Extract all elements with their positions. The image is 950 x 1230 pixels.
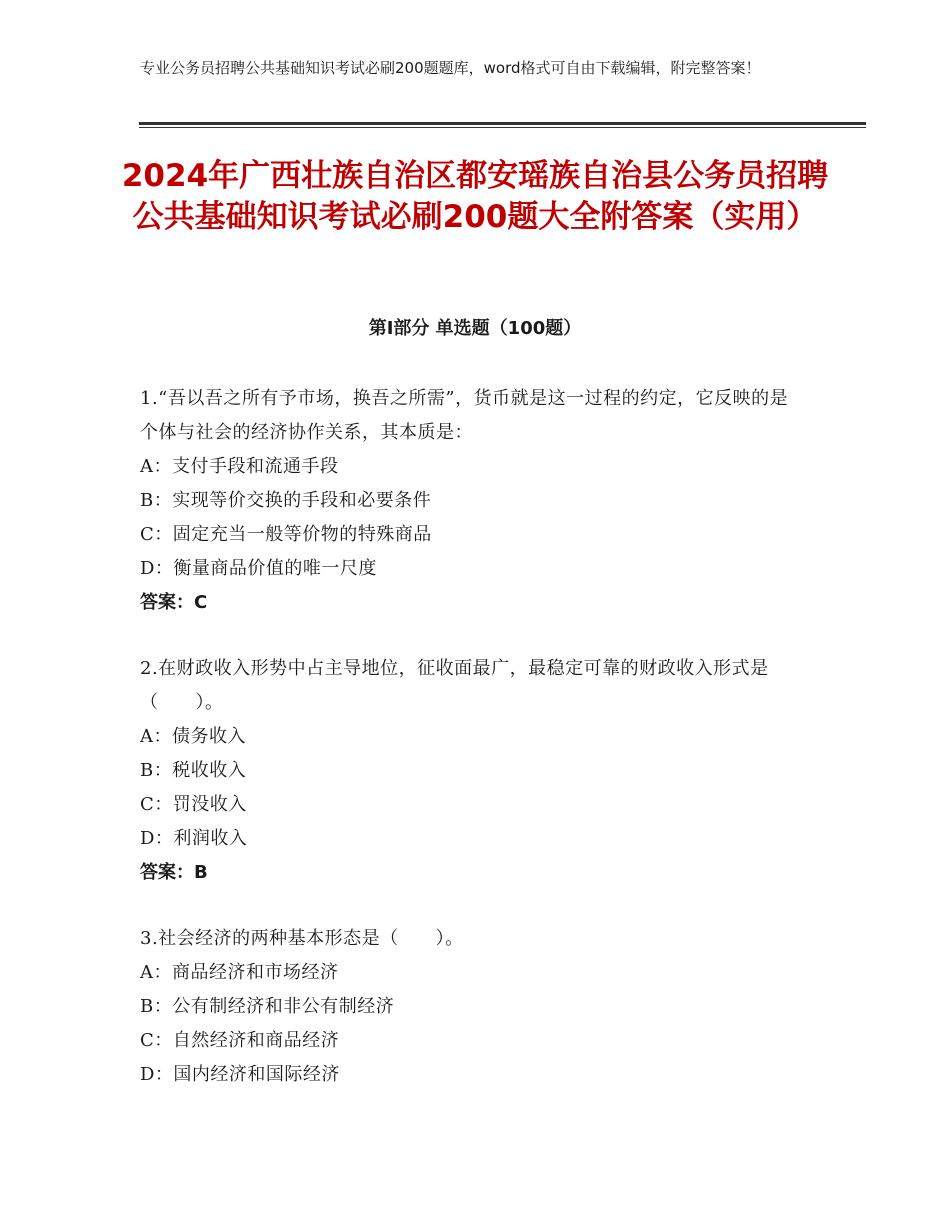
question-2: [140, 652, 800, 890]
document-title: 2024年广西壮族自治区都安瑶族自治县公务员招聘公共基础知识考试必刷200题大全附答案（实用）: [121, 158, 829, 235]
option-b: B：公有制经济和非公有制经济: [140, 996, 395, 1017]
section-title: 第I部分 单选题（100题）: [368, 318, 582, 339]
option-b: B：税收收入: [140, 760, 247, 781]
header-divider-thick: [139, 122, 866, 125]
answer-text: 答案：B: [140, 862, 208, 883]
question-3: [140, 922, 800, 1092]
option-d: D：利润收入: [140, 828, 248, 849]
question-stem: 1.“吾以吾之所有予市场，换吾之所需”，货币就是这一过程的约定，它反映的是个体与社会的经济协作关系，其本质是：: [140, 388, 789, 443]
question-stem: 3.社会经济的两种基本形态是（ ）。: [140, 928, 464, 949]
option-a: A：商品经济和市场经济: [140, 962, 339, 983]
answer-text: 答案：C: [140, 592, 208, 613]
option-b: B：实现等价交换的手段和必要条件: [140, 490, 432, 511]
header-divider-thin: [139, 127, 866, 128]
option-c: C：固定充当一般等价物的特殊商品: [140, 524, 432, 545]
option-a: A：支付手段和流通手段: [140, 456, 339, 477]
option-a: A：债务收入: [140, 726, 246, 747]
question-stem: 2.在财政收入形势中占主导地位，征收面最广，最稳定可靠的财政收入形式是（ ）。: [140, 658, 769, 713]
header-note: 专业公务员招聘公共基础知识考试必刷200题题库，word格式可自由下载编辑，附完整答案！: [140, 59, 761, 77]
question-1: [140, 382, 800, 620]
option-d: D：衡量商品价值的唯一尺度: [140, 558, 377, 579]
option-d: D：国内经济和国际经济: [140, 1064, 340, 1085]
option-c: C：自然经济和商品经济: [140, 1030, 340, 1051]
question-list: [140, 382, 800, 1124]
option-c: C：罚没收入: [140, 794, 247, 815]
